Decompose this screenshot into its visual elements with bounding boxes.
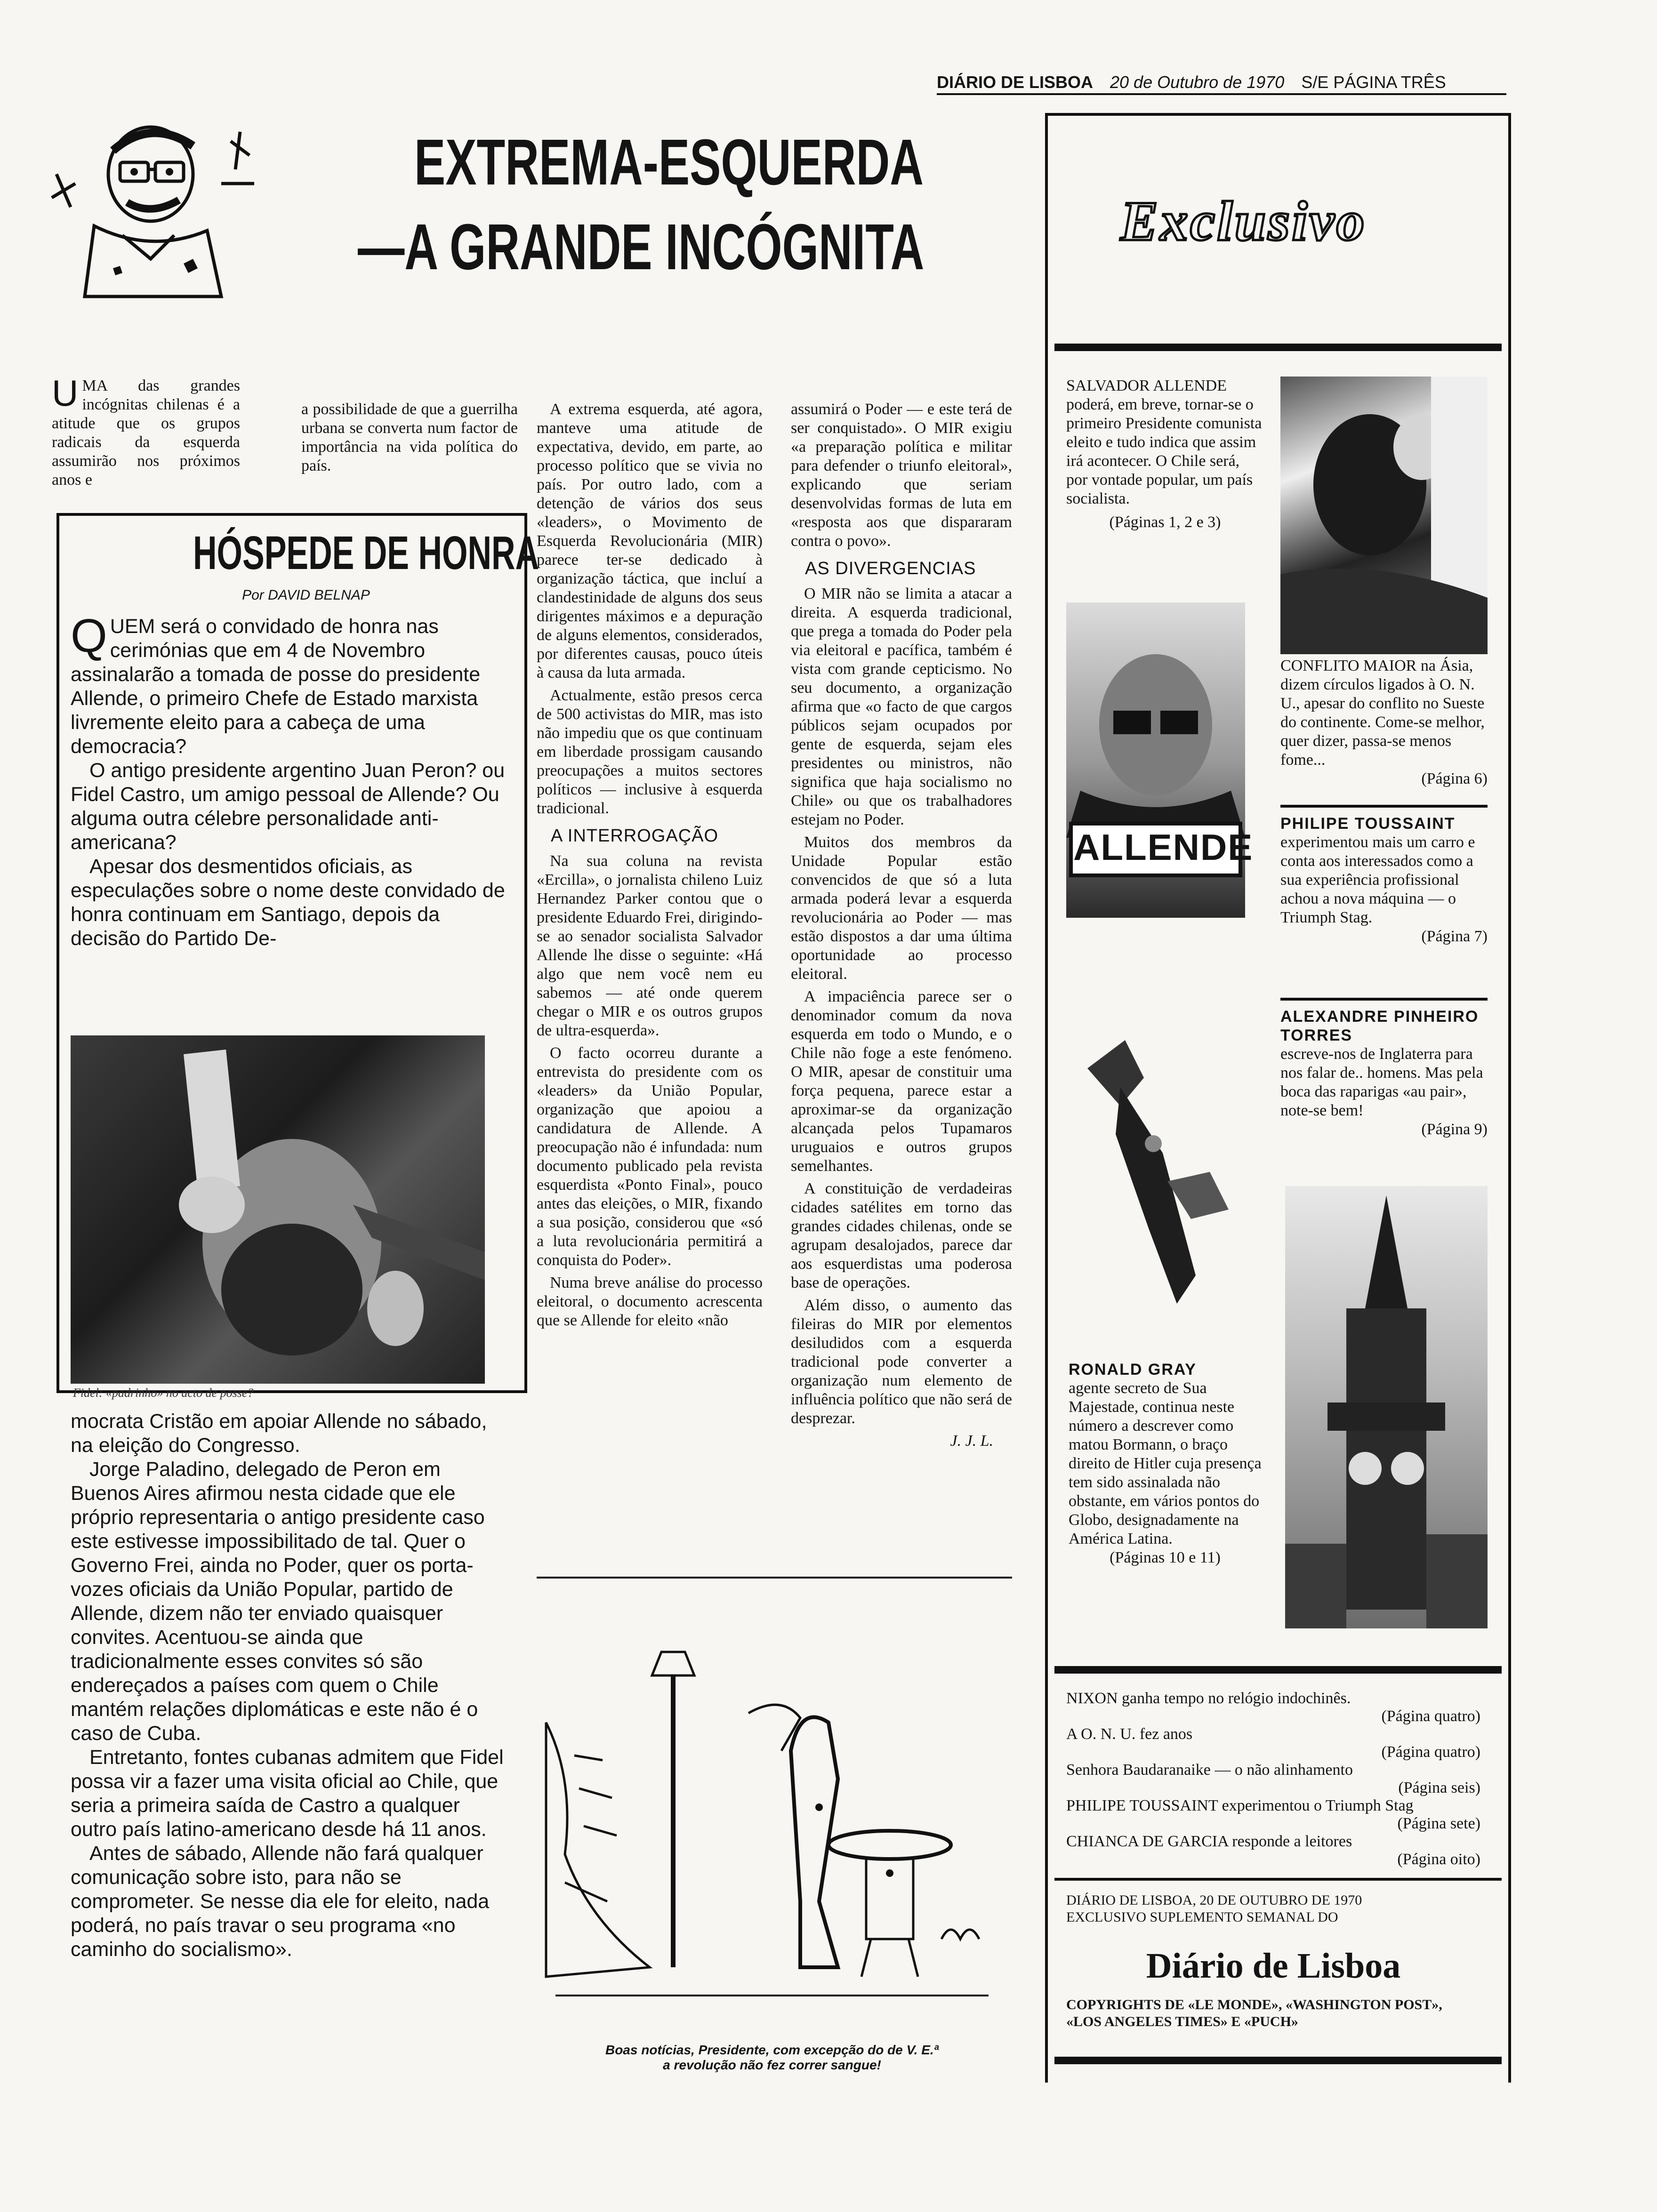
index-item [1066, 1797, 1480, 1833]
onu-text-block [1280, 657, 1488, 788]
lead-dropcap: U [52, 372, 79, 414]
masthead-paper: DIÁRIO DE LISBOA [937, 72, 1094, 92]
allende-photo-figure [1066, 602, 1254, 918]
article-a-p1: A extrema esquerda, até agora, manteve uma atitude de expectativa, devido, em parte, ao processo político que se vivia no país. Por outro lado, com a detenção de vários dos seus «leaders», o Movimento de Esquerda Revolucionária (MIR) parece ter-se dedicado à organização táctica, que incluí a clandestinidade de alguns dos seus dirigentes máximos e a depuração de alguns elementos, considerados, por diferentes causas, pouco úteis à causa da luta armada. [537, 401, 763, 681]
index-item-text: A O. N. U. fez anos [1066, 1725, 1193, 1743]
toussaint-text: experimentou mais um carro e conta aos interessados como a sua experiência profissional achou a nova máquina — o Triumph Stag. [1280, 834, 1475, 926]
article-b-p4: A impaciência parece ser o denominador comum da nova esquerda em todo o Mundo, e o Chile não foge a este fenómeno. O MIR, apesar de constituir uma força pequena, parece estar a aproximar-se da organização alcançada pelos Tupamaros uruguaios e outros grupos semelhantes. [791, 988, 1012, 1175]
index-item [1066, 1725, 1480, 1761]
index-item-text: CHIANCA DE GARCIA responde a leitores [1066, 1833, 1352, 1850]
fidel-photo [71, 1035, 485, 1384]
article-a-p4: O facto ocorreu durante a entrevista do presidente com os «leaders» da União Popular, organização que apoiou a candidatura de Allende. A preocupação não é infundada: num documento publicado pela revista esquerdista «Ponto Final», pouco antes das eleições, o MIR, fixando a sua posição, considerou que «só a luta revolucionária permitirá a conquista do Poder». [537, 1044, 763, 1269]
colophon-rule [1054, 1878, 1502, 1881]
onu-text: CONFLITO MAIOR na Ásia, dizem círculos ligados à O. N. U., apesar do conflito no Sueste do continente. Come-se melhor, quer dizer, passa-se menos fome... [1280, 657, 1485, 769]
exclusivo-title: Exclusivo [1120, 190, 1367, 252]
colophon-line1: DIÁRIO DE LISBOA, 20 DE OUTUBRO DE 1970 [1066, 1892, 1362, 1908]
hospede-p4: mocrata Cristão em apoiar Allende no sábado, na eleição do Congresso. [71, 1410, 487, 1457]
index-item-page: (Página oito) [1397, 1851, 1480, 1868]
masthead-rule [937, 93, 1506, 95]
lead-text-1: MA das grandes incógnitas chilenas é a atitude que os grupos radicais da esquerda assumirão nos próximos anos e [52, 377, 240, 489]
onu-page: (Página 6) [1421, 770, 1488, 787]
toussaint-rule [1280, 805, 1488, 808]
masthead [937, 66, 1506, 92]
index-item-text: NIXON ganha tempo no relógio indochinês. [1066, 1690, 1351, 1707]
article-b-p1: assumirá o Poder — e este terá de ser conquistado». O MIR exigiu «a preparação política e militar para defender o triunfo eleitoral», explicando que seriam desenvolvidas formas de luta em «resposta aos que dispararam contra o povo». [791, 401, 1012, 550]
caricature-illustration [42, 113, 264, 301]
hospede-p5: Jorge Paladino, delegado de Peron em Buenos Aires afirmou nesta cidade que ele próprio representaria o antigo presidente caso este estivesse impossibilitado de tal. Quer o Governo Frei, ainda no Poder, quer os porta-vozes oficiais da União Popular, partido de Allende, dizem não ter enviado quaisquer convites. Acentuou-se ainda que tradicionalmente esses convites só são endereçados a países com quem o Chile mantém relações diplomáticas e este não é o caso de Cuba. [71, 1458, 485, 1745]
article-col-a [537, 400, 763, 1334]
hospede-title: HÓSPEDE DE HONRA [193, 527, 539, 579]
index-item-page: (Página seis) [1398, 1779, 1480, 1796]
colophon-copyrights: COPYRIGHTS DE «LE MONDE», «WASHINGTON POST», «LOS ANGELES TIMES» E «PUCH» [1066, 1997, 1442, 2029]
index-item [1066, 1761, 1480, 1797]
exclusivo-title-rule [1054, 344, 1502, 351]
hospede-p3: Apesar dos desmentidos oficiais, as especulações sobre o nome deste convidado de honra continuam em Santiago, depois da decisão do Partido De- [71, 855, 505, 950]
index-item-text: PHILIPE TOUSSAINT experimentou o Triumph Stag [1066, 1797, 1414, 1814]
clock-tower-figure [1285, 1186, 1488, 1628]
hospede-p6: Entretanto, fontes cubanas admitem que Fidel possa vir a fazer uma visita oficial ao Chile, que seria a primeira saída de Castro a qualquer outro país latino-americano desde há 11 anos. [71, 1746, 504, 1841]
allende-sign: ALLENDE [1073, 826, 1254, 868]
hospede-p7: Antes de sábado, Allende não fará qualquer comunicação sobre isto, para não se comprometer. Se nesse dia ele for eleito, nada poderá, no país travar o seu programa «no caminho do socialismo». [71, 1842, 490, 1961]
torres-rule [1280, 998, 1488, 1001]
pistol-illustration [1069, 1012, 1266, 1341]
cartoon-illustration [537, 1638, 1007, 2014]
index-top-rule [1054, 1666, 1502, 1674]
article-b-p2: O MIR não se limita a atacar a direita. A esquerda tradicional, que prega a tomada do Poder pela via eleitoral e pacífica, também é vista com grande cepticismo. No seu documento, a organização afirma que «o facto de que cargos públicos sejam ocupados por gente de esquerda, sejam eles presidentes ou ministros, não significa que haja socialismo no Chile» ou que os trabalhadores estejam no Poder. [791, 585, 1012, 828]
colophon-line2: EXCLUSIVO SUPLEMENTO SEMANAL DO [1066, 1909, 1338, 1925]
headline-line1: EXTREMA-ESQUERDA [414, 126, 924, 199]
ronald-name: RONALD GRAY [1069, 1361, 1197, 1378]
index-item-text: Senhora Baudaranaike — o não alinhamento [1066, 1761, 1353, 1779]
headline-line2: —A GRANDE INCÓGNITA [358, 211, 925, 283]
cartoon-caption-line2: a revolução não fez correr sangue! [663, 2058, 881, 2072]
masthead-section: S/E PÁGINA TRÊS [1301, 72, 1446, 92]
article-b-p5: A constituição de verdadeiras cidades satélites em torno das grandes cidades chilenas, onde se agrupam desalojados, parece dar aos esquerdistas uma poderosa base de operações. [791, 1180, 1012, 1291]
hospede-p1: UEM será o convidado de honra nas cerimónias que em 4 de Novembro assinalarão a tomada de posse do presidente Allende, o primeiro Chefe de Estado marxista livremente eleito para a cabeça de uma democracia? [71, 615, 481, 758]
torres-block [1280, 1007, 1488, 1139]
fidel-photo-figure [71, 1035, 485, 1384]
onu-photo [1280, 377, 1488, 654]
ronald-text: agente secreto de Sua Majestade, continua neste número a descrever como matou Bormann, o braço direito de Hitler cuja presença tem sido assinalada não obstante, em vários pontos do Globo, designadamente na América Latina. [1069, 1379, 1262, 1547]
subhead-divergencias: AS DIVERGENCIAS [805, 559, 976, 578]
fidel-photo-caption: Fidel: «padrinho» no acto de posse? [73, 1386, 254, 1400]
lead-text-2: a possibilidade de que a guerrilha urbana se converta num factor de importância na vida política do país. [301, 401, 518, 474]
clock-tower-photo [1285, 1186, 1488, 1628]
ronald-pages: (Páginas 10 e 11) [1110, 1549, 1221, 1566]
toussaint-page: (Página 7) [1421, 928, 1488, 945]
article-b-p6: Além disso, o aumento das fileiras do MIR por elementos desiludidos com a esquerda tradicional pode converter a organização num elemento de influência político que não será de desprezar. [791, 1297, 1012, 1427]
allende-pages: (Páginas 1, 2 e 3) [1109, 513, 1221, 531]
toussaint-name: PHILIPE TOUSSAINT [1280, 815, 1456, 833]
allende-photo [1066, 602, 1254, 918]
index-item-page: (Página sete) [1397, 1815, 1480, 1832]
torres-name: ALEXANDRE PINHEIRO TORRES [1280, 1008, 1479, 1044]
toussaint-block [1280, 814, 1488, 946]
hospede-p2: O antigo presidente argentino Juan Peron? ou Fidel Castro, um amigo pessoal de Allende? Ou alguma outra célebre personalidade anti-americana? [71, 759, 505, 854]
headline [358, 127, 946, 282]
torres-text: escreve-nos de Inglaterra para nos falar de.. homens. Mas pela boca das raparigas «au pair», note-se bem! [1280, 1045, 1483, 1119]
hospede-body-bottom [71, 1410, 508, 1962]
onu-photo-figure [1280, 377, 1488, 654]
cartoon-caption-line1: Boas notícias, Presidente, com excepção do de V. E.ª [605, 2043, 939, 2057]
article-a-p5: Numa breve análise do processo eleitoral, o documento acrescenta que se Allende for eleito «não [537, 1274, 763, 1329]
allende-text-block [1066, 377, 1264, 532]
index-item-page: (Página quatro) [1381, 1707, 1480, 1725]
article-signature: J. J. L. [950, 1432, 993, 1450]
ronald-block [1069, 1360, 1262, 1567]
article-col-b [791, 400, 1012, 1451]
masthead-date: 20 de Outubro de 1970 [1110, 72, 1285, 92]
article-b-p3: Muitos dos membros da Unidade Popular estão convencidos de que só a luta armada poderá levar a esquerda revolucionária ao Poder — mas estão dispostos a dar uma última oportunidade ao processo eleitoral. [791, 834, 1012, 983]
colophon-logo: Diário de Lisboa [1146, 1946, 1401, 1986]
lead-col2 [301, 400, 518, 475]
torres-page: (Página 9) [1421, 1121, 1488, 1138]
article-bottom-rule [537, 1577, 1012, 1579]
exclusivo-top-rule [1045, 113, 1511, 116]
article-a-p2: Actualmente, estão presos cerca de 500 activistas do MIR, mas isto não impediu que os que continuam em liberdade prossigam causando preocupações a muitos sectores políticos — inclusive à esquerda tradicional. [537, 687, 763, 817]
article-a-p3: Na sua coluna na revista «Ercilla», o jornalista chileno Luiz Hernandez Parker contou que o presidente Eduardo Frei, dirigindo-se ao senador socialista Salvador Allende lhe disse o seguinte: «Há algo que nem você nem eu sabemos — até onde querem chegar o MIR e os outros grupos de ultra-esquerda». [537, 852, 763, 1039]
hospede-body-top [71, 609, 513, 951]
hospede-content [71, 527, 539, 951]
index-item [1066, 1833, 1480, 1868]
index-item [1066, 1690, 1480, 1725]
index-list [1066, 1690, 1480, 1868]
allende-text: SALVADOR ALLENDE poderá, em breve, tornar-se o primeiro Presidente comunista eleito e tudo indica que assim irá acontecer. O Chile será, por vontade popular, um país socialista. [1066, 377, 1262, 507]
hospede-byline: Por DAVID BELNAP [242, 587, 370, 603]
hospede-dropcap: Q [71, 609, 107, 662]
index-item-page: (Página quatro) [1381, 1743, 1480, 1761]
colophon [1066, 1892, 1480, 2030]
subhead-interrogacao: A INTERROGAÇÃO [551, 826, 719, 846]
lead-col1 [52, 372, 240, 489]
cartoon-caption [537, 2043, 1007, 2073]
exclusivo-bottom-rule [1054, 2057, 1502, 2064]
